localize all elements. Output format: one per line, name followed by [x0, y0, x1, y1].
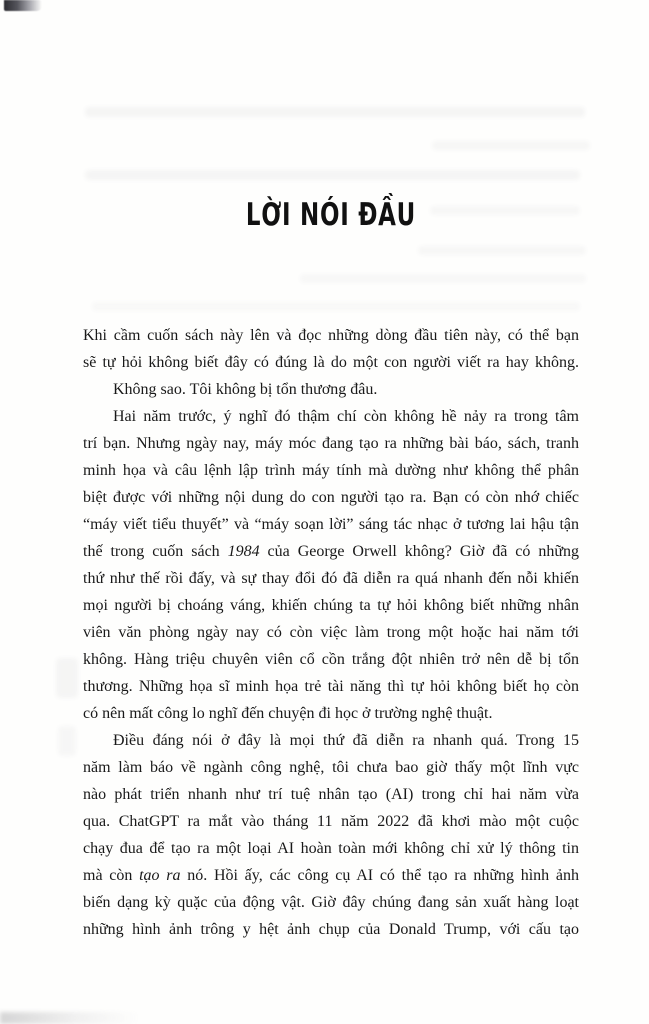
body-text-line: thứ như thế rồi đấy, và sự thay đổi đó đã diễn ra quá nhanh đến nỗi khiến: [83, 570, 579, 587]
scan-artifact-top-left: [4, 0, 42, 11]
body-text-line: Không sao. Tôi không bị tổn thương đâu.: [113, 381, 378, 398]
body-text-line: Khi cầm cuốn sách này lên và đọc những dòng đầu tiên này, có thể bạn: [83, 327, 579, 344]
scan-artifact-bottom-left: [0, 1012, 140, 1024]
body-text-line: có nên mất công lo nghĩ đến chuyện đi học ở trường nghệ thuật.: [83, 705, 493, 722]
body-text-line: Hai năm trước, ý nghĩ đó thậm chí còn không hề nảy ra trong tâm: [113, 408, 579, 425]
body-text-line: nào phát triển nhanh như trí tuệ nhân tạo (AI) trong chỉ hai năm vừa: [83, 786, 579, 803]
body-text-line: thế trong cuốn sách 1984 của George Orwell không? Giờ đã có những: [83, 543, 579, 560]
body-text-line: Điều đáng nói ở đây là mọi thứ đã diễn ra nhanh quá. Trong 15: [113, 732, 579, 749]
bleedthrough-text: [92, 302, 580, 311]
body-text-line: chạy đua để tạo ra một loại AI hoàn toàn mới không chỉ xử lý thông tin: [83, 840, 579, 857]
body-text: [83, 322, 579, 943]
chapter-title: LỜI NÓI ĐẦU: [245, 197, 417, 233]
bleedthrough-text: [432, 141, 590, 150]
body-text-line: viên văn phòng ngày nay có còn việc làm trong một hoặc hai năm tới: [83, 624, 579, 641]
bleedthrough-text: [300, 274, 586, 283]
body-text-line: minh họa và câu lệnh lập trình máy tính mà dường như không thể phân: [83, 462, 579, 479]
body-text-line: năm làm báo về ngành công nghệ, tôi chưa bao giờ thấy một lĩnh vực: [83, 759, 579, 776]
bleedthrough-text: [58, 726, 76, 756]
body-text-line: biệt được với những nội dung do con người tạo ra. Bạn có còn nhớ chiếc: [83, 489, 579, 506]
body-text-line: không. Hàng triệu chuyên viên cổ cồn trắng đột nhiên trở nên dễ bị tổn: [83, 651, 579, 668]
body-text-line: “máy viết tiểu thuyết” và “máy soạn lời” sáng tác nhạc ở tương lai hậu tận: [83, 516, 579, 533]
bleedthrough-text: [56, 658, 78, 698]
body-text-line: sẽ tự hỏi không biết đây có đúng là do một con người viết ra hay không.: [83, 354, 579, 371]
body-text-line: biến dạng kỳ quặc của động vật. Giờ đây chúng đang sản xuất hàng loạt: [83, 894, 579, 911]
body-text-line: những hình ảnh trông y hệt ảnh chụp của Donald Trump, với cấu tạo: [83, 921, 579, 938]
body-text-line: thương. Những họa sĩ minh họa trẻ tài năng thì tự hỏi không biết họ còn: [83, 678, 579, 695]
chapter-heading-row: [83, 197, 579, 233]
bleedthrough-text: [418, 246, 586, 255]
body-text-line: trí bạn. Nhưng ngày nay, máy móc đang tạo ra những bài báo, sách, tranh: [83, 435, 579, 452]
bleedthrough-text: [85, 107, 585, 117]
bleedthrough-text: [85, 170, 580, 180]
body-text-line: mà còn tạo ra nó. Hồi ấy, các công cụ AI có thể tạo ra những hình ảnh: [83, 867, 580, 884]
body-text-line: qua. ChatGPT ra mắt vào tháng 11 năm 2022 đã khơi mào một cuộc: [83, 813, 579, 830]
body-text-line: mọi người bị choáng váng, khiến chúng ta tự hỏi không biết những nhân: [83, 597, 579, 614]
